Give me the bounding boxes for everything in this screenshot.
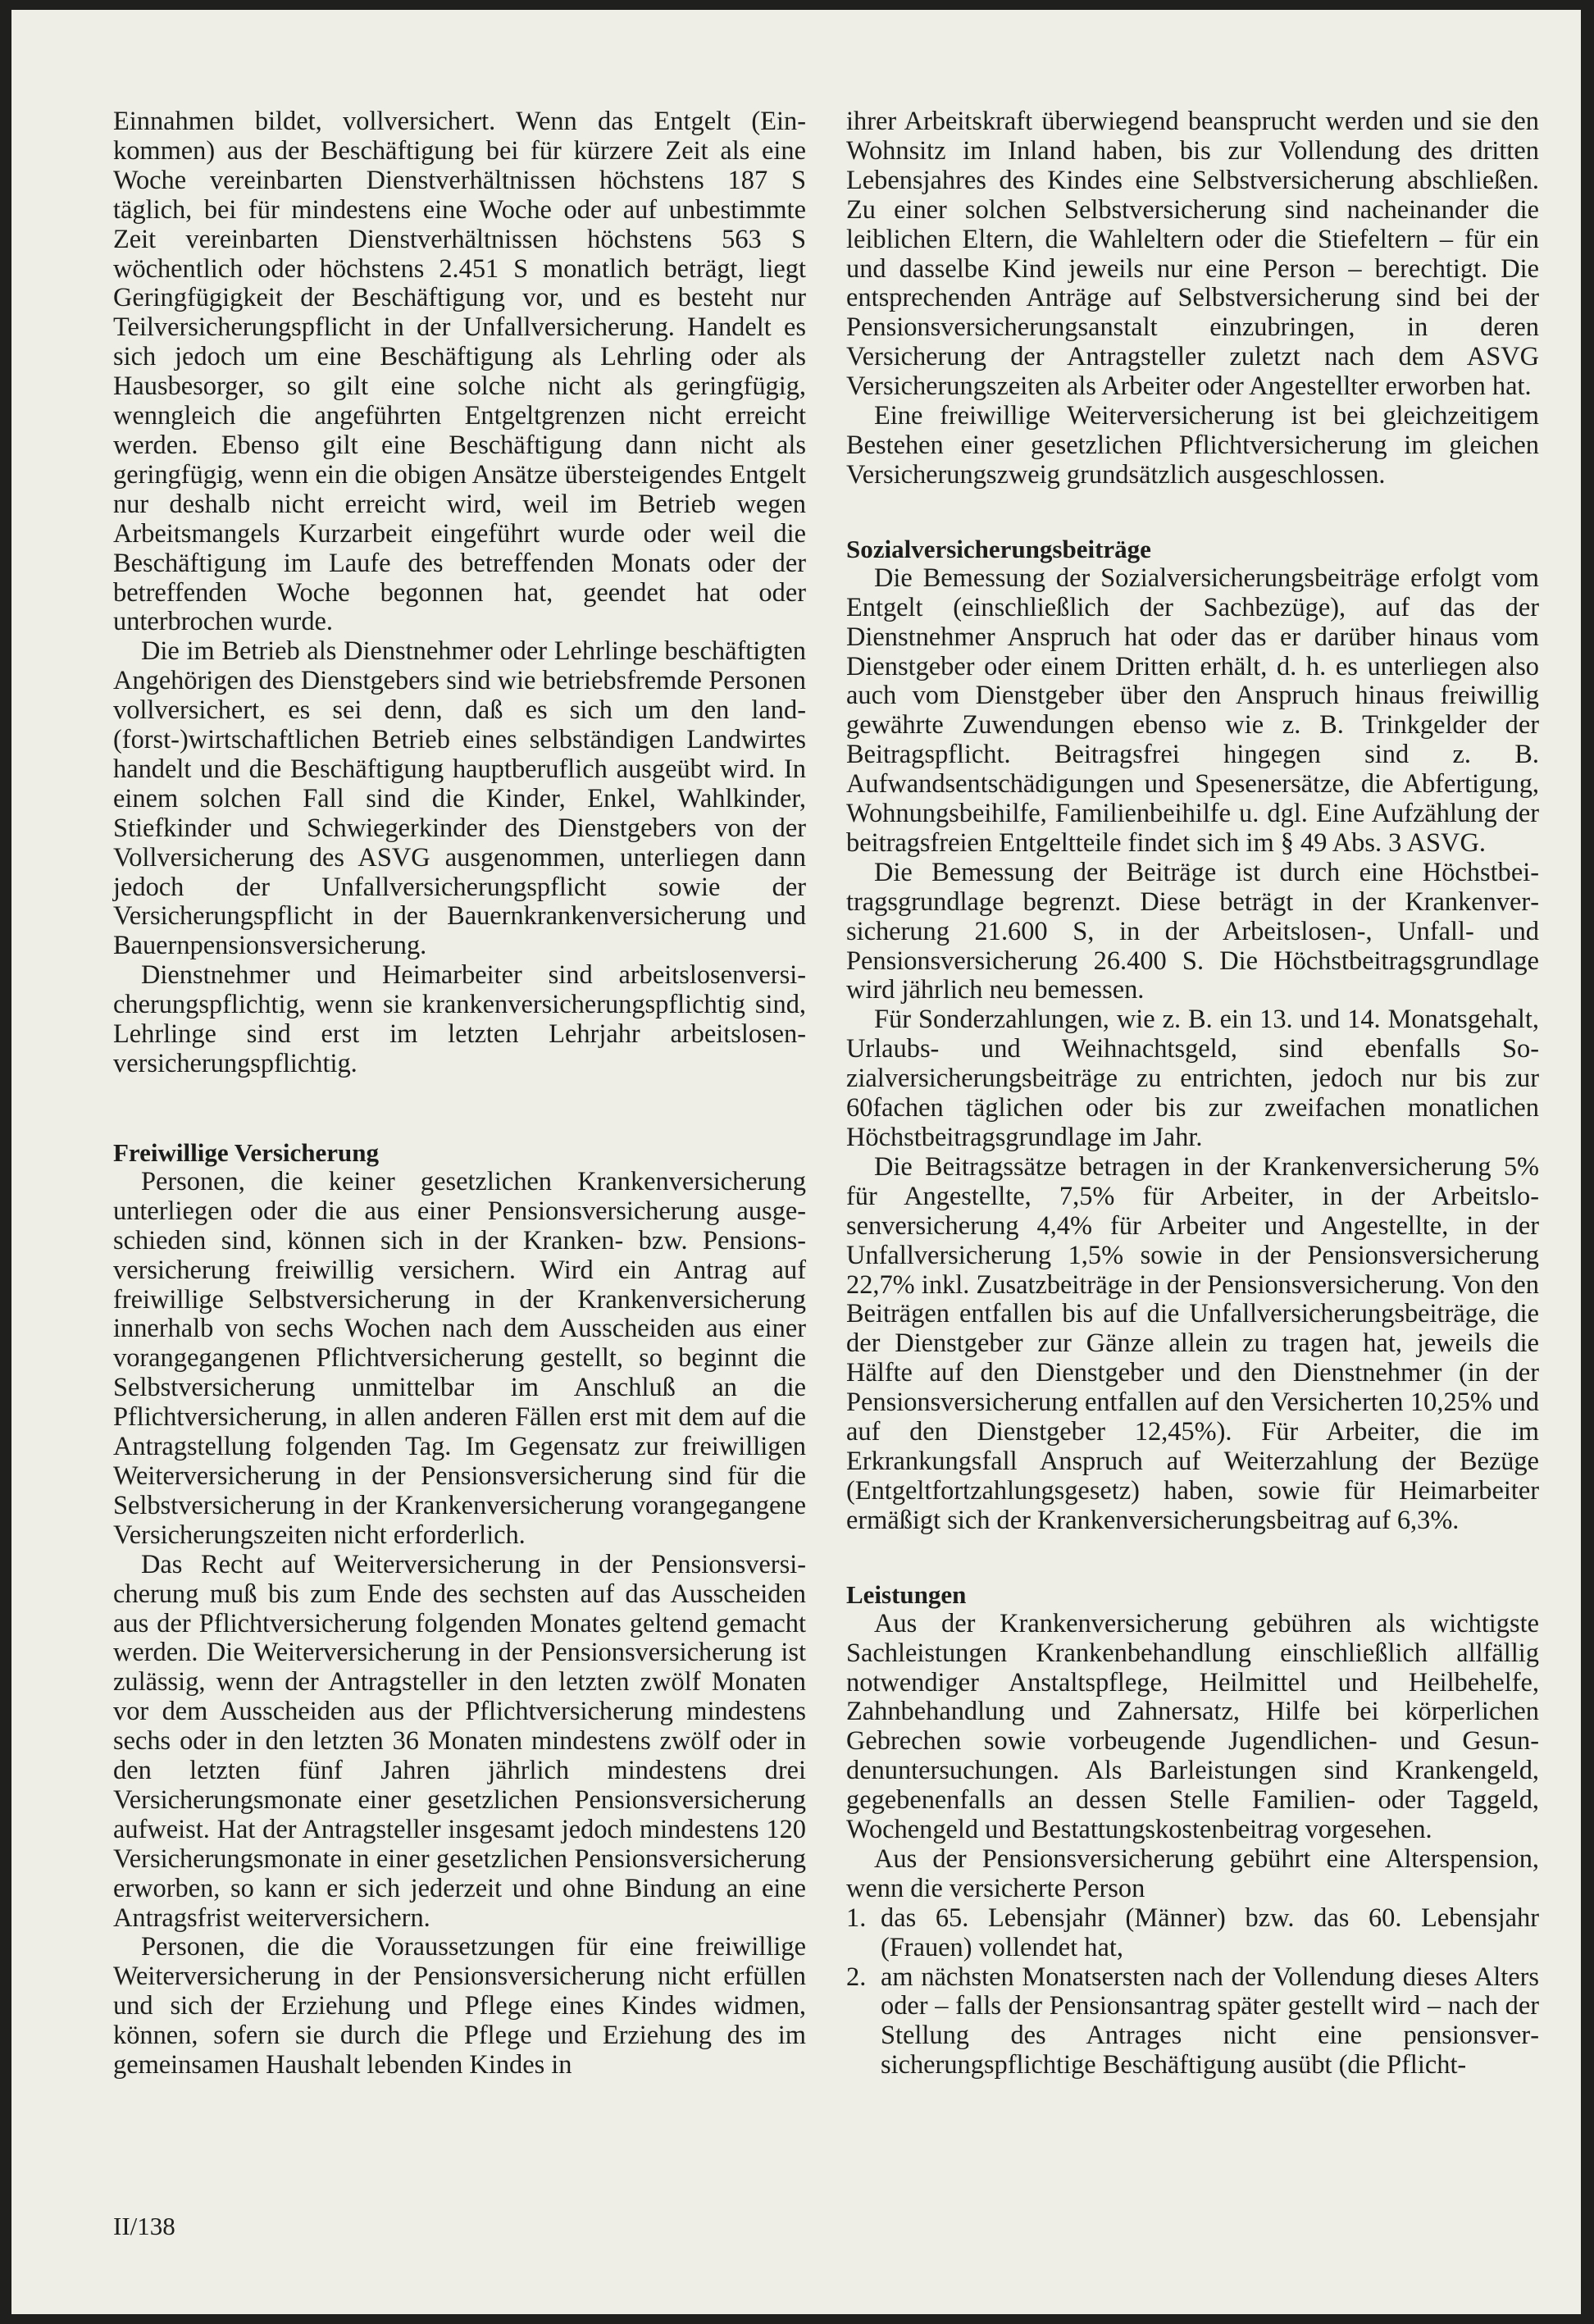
list-item-text: das 65. Lebensjahr (Männer) bzw. das 60. Lebensjahr (Frauen) vollendet hat,	[881, 1902, 1539, 1962]
paragraph-ausschluss: Eine freiwillige Weiterversicherung ist bei gleichzeitigem Bestehen einer gesetzlichen Pflichtversicherung im gleichen Versicherungszweig grundsätzlich ausgeschlossen.	[846, 401, 1539, 490]
list-item-number: 2.	[846, 1962, 867, 1992]
heading-leistungen: Leistungen	[846, 1579, 967, 1609]
paragraph-krankenversicherung-leistungen: Aus der Krankenversicherung gebühren als wichtigste Sachleistungen Krankenbehandlung einschließlich allfällig notwendiger Anstaltspflege, Heilmittel und Heilbehelfe, Zahnbehandlung und Zahnersatz, Hilfe bei körperlichen Gebrechen sowie vorbeugende Jugendlichen- und Gesundenuntersuchungen. Als Barleistungen sind Krankengeld, gegebenenfalls an dessen Stelle Familien- oder Taggeld, Wochengeld und Bestattungskostenbeitrag vorgesehen.	[846, 1608, 1539, 1845]
list-item-number: 1.	[846, 1902, 867, 1933]
alterspension-conditions-list	[846, 1904, 1539, 2080]
paragraph-alterspension: Aus der Pensionsversicherung gebührt eine Alterspension, wenn die versicherte Person	[846, 1843, 1539, 1903]
paragraph-kindererziehung: Personen, die die Voraussetzungen für eine freiwillige Weiterversicherung in der Pensionsversicherung nicht erfüllen und sich der Erziehung und Pflege eines Kindes widmen, können, sofern sie durch die Pflege und Erziehung des im gemeinsamen Haushalt lebenden Kindes in	[113, 1932, 806, 2080]
heading-sozialversicherungsbeitraege: Sozialversicherungsbeiträge	[846, 534, 1151, 563]
list-item	[846, 1963, 1539, 2081]
right-column	[846, 107, 1539, 2080]
paragraph-angehoerige: Die im Betrieb als Dienstnehmer oder Lehrlinge beschäftigten Angehörigen des Dienstgebers sind wie betriebsfremde Personen vollversichert, es sei denn, daß es sich um den land-(forst-)wirtschaftlichen Betrieb eines selbständigen Landwirtes handelt und die Beschäftigung hauptberuflich ausgeübt wird. In einem solchen Fall sind die Kinder, Enkel, Wahlkinder, Stiefkinder und Schwiegerkinder des Dienstgebers von der Vollversicherung des ASVG ausgenommen, unterliegen dann jedoch der Unfallversicherungspflicht sowie der Versicherungspflicht in der Bauernkrankenversicherung und Bauernpensionsversicherung.	[113, 636, 806, 961]
list-item-text: am nächsten Monatsersten nach der Vollendung dieses Alters oder – falls der Pensionsantrag später gestellt wird – nach der Stellung des Antrages nicht eine pensionsversicherungspflichtige Beschäftigung ausübt (die Pflicht-	[881, 1962, 1539, 2080]
paragraph-bemessung: Die Bemessung der Sozialversicherungsbeiträge erfolgt vom Entgelt (einschließlich der Sachbezüge), auf das der Dienstnehmer Anspruch hat oder das er darüber hinaus vom Dienstgeber oder einem Dritten erhält, d. h. es unterliegen also auch vom Dienstgeber über den Anspruch hinaus freiwillig gewährte Zuwendungen ebenso wie z. B. Trinkgelder der Beitragspflicht. Beitragsfrei hingegen sind z. B. Aufwandsentschädigungen und Spesenersätze, die Abfertigung, Wohnungsbeihilfe, Familienbeihilfe u. dgl. Eine Aufzählung der beitragsfreien Entgeltteile findet sich im § 49 Abs. 3 ASVG.	[846, 563, 1539, 858]
paragraph-weiterversicherung: Das Recht auf Weiterversicherung in der Pensionsversicherung muß bis zum Ende des sechsten auf das Ausscheiden aus der Pflichtversicherung folgenden Monates geltend gemacht werden. Die Weiterversicherung in der Pensionsversicherung ist zulässig, wenn der Antragsteller in den letzten zwölf Monaten vor dem Ausscheiden aus der Pflichtversicherung mindestens sechs oder in den letzten 36 Monaten mindestens zwölf oder in den letzten fünf Jahren jährlich mindestens drei Versicherungsmonate einer gesetzlichen Pensionsversicherung aufweist. Hat der Antragsteller insgesamt jedoch mindestens 120 Versicherungsmonate in einer gesetzlichen Pensionsversicherung erworben, so kann er sich jederzeit und ohne Bindung an eine Antragsfrist weiterversichern.	[113, 1549, 806, 1933]
paragraph-hoechstbeitragsgrundlage: Die Bemessung der Beiträge ist durch eine Höchstbeitragsgrundlage begrenzt. Diese beträgt in der Krankenversicherung 21.600 S, in der Arbeitslosen-, Unfall- und Pensionsversicherung 26.400 S. Die Höchstbeitragsgrundlage wird jährlich neu bemessen.	[846, 857, 1539, 1005]
paragraph-beitragssaetze: Die Beitragssätze betragen in der Krankenversicherung 5% für Angestellte, 7,5% für Arbeiter, in der Arbeitslosenversicherung 4,4% für Arbeiter und Angestellte, in der Unfallversicherung 1,5% sowie in der Pensionsversicherung 22,7% inkl. Zusatzbeiträge in der Pensionsversicherung. Von den Beiträgen entfallen bis auf die Unfallversicherungsbeiträge, die der Dienstgeber zur Gänze allein zu tragen hat, jeweils die Hälfte auf den Dienstgeber und den Dienstnehmer (in der Pensionsversicherung entfallen auf den Versicherten 10,25% und auf den Dienstgeber 12,45%). Für Arbeiter, die im Erkrankungsfall Anspruch auf Weiterzahlung der Bezüge (Entgeltfortzahlungsgesetz) haben, sowie für Heimarbeiter ermäßigt sich der Krankenversicherungsbeitrag auf 6,3%.	[846, 1151, 1539, 1535]
page-number: II/138	[113, 2212, 175, 2240]
document-page	[11, 10, 1581, 2314]
paragraph-selbstversicherung: Personen, die keiner gesetzlichen Krankenversicherung unterliegen oder die aus einer Pensionsversicherung ausgeschieden sind, können sich in der Kranken- bzw. Pensionsversicherung freiwillig versichern. Wird ein Antrag auf freiwillige Selbstversicherung in der Krankenversicherung innerhalb von sechs Wochen nach dem Ausscheiden aus einer vorangegangenen Pflichtversicherung gestellt, so beginnt die Selbstversicherung unmittelbar im Anschluß an die Pflichtversicherung, in allen anderen Fällen erst mit dem auf die Antragstellung folgenden Tag. Im Gegensatz zur freiwilligen Weiterversicherung in der Pensionsversicherung sind für die Selbstversicherung in der Krankenversicherung vorangegangene Versicherungszeiten nicht erforderlich.	[113, 1166, 806, 1550]
heading-freiwillige-versicherung: Freiwillige Versicherung	[113, 1137, 380, 1167]
paragraph-arbeitslosenversicherung: Dienstnehmer und Heimarbeiter sind arbeitslosenversicherungspflichtig, wenn sie krankenversicherungspflichtig sind, Lehrlinge sind erst im letzten Lehrjahr arbeitslosenversicherungspflichtig.	[113, 960, 806, 1078]
paragraph-arbeitskraft: ihrer Arbeitskraft überwiegend beansprucht werden und sie den Wohnsitz im Inland haben, bis zur Vollendung des dritten Lebensjahres des Kindes eine Selbstversicherung abschließen. Zu einer solchen Selbstversicherung sind nacheinander die leiblichen Eltern, die Wahleltern oder die Stiefeltern – für ein und dasselbe Kind jeweils nur eine Person – berechtigt. Die entsprechenden Anträge auf Selbstversicherung sind bei der Pensionsversicherungsanstalt einzubringen, in deren Versicherung der Antragsteller zuletzt nach dem ASVG Versicherungszeiten als Arbeiter oder Angestellter erworben hat.	[846, 107, 1539, 402]
left-column	[113, 107, 806, 2080]
paragraph-sonderzahlungen: Für Sonderzahlungen, wie z. B. ein 13. und 14. Monatsgehalt, Urlaubs- und Weihnachtsgeld, sind ebenfalls Sozialversicherungsbeiträge zu entrichten, jedoch nur bis zur 60fachen täglichen oder bis zur zweifachen monatlichen Höchstbeitragsgrundlage im Jahr.	[846, 1005, 1539, 1152]
paragraph-vollversicherung: Einnahmen bildet, vollversichert. Wenn das Entgelt (Einkommen) aus der Beschäftigung bei für kürzere Zeit als eine Woche vereinbarten Dienstverhältnissen höchstens 187 S täglich, bei für mindestens eine Woche oder auf unbestimmte Zeit vereinbarten Dienstverhältnissen höchstens 563 S wöchentlich oder höchstens 2.451 S monatlich beträgt, liegt Geringfügigkeit der Beschäftigung vor, und es besteht nur Teilversicherungspflicht in der Unfallversicherung. Handelt es sich jedoch um eine Beschäftigung als Lehrling oder als Hausbesorger, so gilt eine solche nicht als geringfügig, wenngleich die angeführten Entgeltgrenzen nicht erreicht werden. Ebenso gilt eine Beschäftigung dann nicht als geringfügig, wenn ein die obigen Ansätze übersteigendes Entgelt nur deshalb nicht erreicht wird, weil im Betrieb wegen Arbeitsmangels Kurzarbeit eingeführt wurde oder weil die Beschäftigung im Laufe des betreffenden Monats oder der betreffenden Woche begonnen hat, geendet hat oder unterbrochen wurde.	[113, 107, 806, 637]
list-item	[846, 1904, 1539, 1963]
